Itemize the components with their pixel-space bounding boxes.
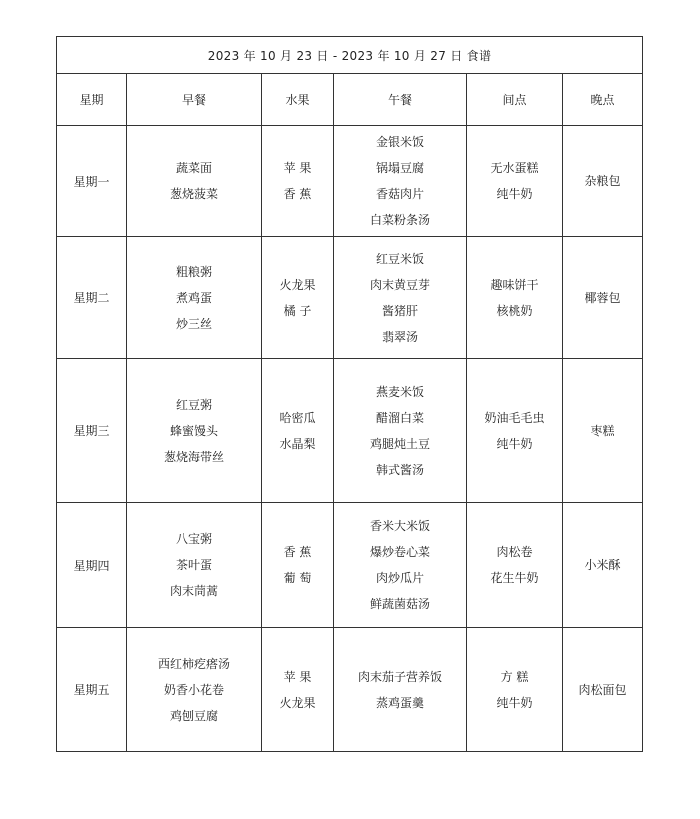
day-cell: 星期二 [57,237,127,359]
menu-item: 哈密瓜 [279,410,316,425]
menu-item: 水晶梨 [279,436,316,451]
menu-item: 火龙果 [279,695,316,710]
menu-item: 八宝粥 [175,532,212,546]
menu-item: 醋溜白菜 [375,410,424,425]
menu-item: 肉末黄豆芽 [369,277,430,292]
table-row [57,126,643,237]
menu-item: 翡翠汤 [381,329,418,344]
table-row [57,628,643,752]
lunch-cell [334,126,467,237]
header-fruit: 水果 [262,74,334,126]
menu-item: 煮鸡蛋 [175,290,212,305]
day-cell: 星期一 [57,126,127,237]
menu-table [56,36,643,752]
day-cell: 星期三 [57,359,127,503]
menu-item: 红豆粥 [175,397,212,412]
menu-item: 炒三丝 [175,316,212,331]
snack-cell [467,503,563,628]
menu-item: 核桃奶 [496,303,533,318]
menu-item: 红豆米饭 [375,251,424,266]
table-row [57,237,643,359]
menu-item: 粗粮粥 [175,264,212,279]
menu-item: 肉末茄子营养饭 [357,669,442,684]
fruit-cell [262,359,334,503]
menu-item: 肉炒瓜片 [375,571,424,585]
title-row [57,37,643,74]
header-breakfast: 早餐 [127,74,262,126]
dinner-cell [563,503,643,628]
menu-item: 爆炒卷心菜 [369,545,430,559]
menu-item: 小米酥 [584,558,621,572]
menu-title: 2023 年 10 月 23 日 - 2023 年 10 月 27 日 食谱 [57,37,643,74]
header-snack: 间点 [467,74,563,126]
table-row [57,359,643,503]
menu-item: 杂粮包 [584,174,621,188]
menu-item: 韩式酱汤 [375,462,424,477]
fruit-cell [262,628,334,752]
snack-cell [467,237,563,359]
menu-item: 蜂蜜馒头 [169,423,218,438]
menu-item: 香 蕉 [283,545,312,559]
dinner-cell [563,237,643,359]
menu-item: 奶香小花卷 [163,682,224,697]
menu-item: 香米大米饭 [369,519,430,533]
menu-item: 鸡腿炖土豆 [369,436,430,451]
menu-item: 葱烧菠菜 [169,187,218,201]
table-row [57,503,643,628]
menu-item: 纯牛奶 [496,695,533,710]
menu-item: 鲜蔬菌菇汤 [369,597,430,611]
lunch-cell [334,628,467,752]
menu-item: 方 糕 [500,669,529,684]
menu-item: 橘 子 [283,303,312,318]
header-row [57,74,643,126]
menu-item: 椰蓉包 [584,290,621,305]
menu-item: 枣糕 [590,423,615,438]
breakfast-cell [127,628,262,752]
header-lunch: 午餐 [334,74,467,126]
menu-item: 鸡刨豆腐 [169,708,218,723]
menu-item: 肉末茼蒿 [169,584,218,598]
snack-cell [467,628,563,752]
menu-item: 蒸鸡蛋羹 [375,695,424,710]
day-cell: 星期四 [57,503,127,628]
lunch-cell [334,359,467,503]
menu-item: 无水蛋糕 [490,161,539,175]
menu-item: 奶油毛毛虫 [484,410,545,425]
menu-item: 肉松面包 [578,682,627,697]
header-day: 星期 [57,74,127,126]
dinner-cell [563,628,643,752]
breakfast-cell [127,237,262,359]
menu-item: 白菜粉条汤 [369,213,430,227]
menu-item: 燕麦米饭 [375,384,424,399]
fruit-cell [262,126,334,237]
menu-item: 葡 萄 [283,571,312,585]
menu-item: 茶叶蛋 [175,558,212,572]
menu-item: 火龙果 [279,277,316,292]
fruit-cell [262,237,334,359]
snack-cell [467,126,563,237]
menu-item: 花生牛奶 [490,571,539,585]
breakfast-cell [127,126,262,237]
menu-item: 趣味饼干 [490,277,539,292]
dinner-cell [563,359,643,503]
lunch-cell [334,237,467,359]
menu-item: 酱猪肝 [381,303,418,318]
menu-item: 葱烧海带丝 [163,449,224,464]
day-cell: 星期五 [57,628,127,752]
fruit-cell [262,503,334,628]
breakfast-cell [127,503,262,628]
menu-item: 纯牛奶 [496,187,533,201]
header-dinner: 晚点 [563,74,643,126]
menu-item: 蔬菜面 [175,161,212,175]
menu-item: 纯牛奶 [496,436,533,451]
menu-item: 苹 果 [283,669,312,684]
menu-item: 苹 果 [283,161,312,175]
breakfast-cell [127,359,262,503]
menu-item: 香菇肉片 [375,187,424,201]
menu-item: 香 蕉 [283,187,312,201]
menu-item: 西红柿疙瘩汤 [157,656,230,671]
menu-item: 肉松卷 [496,545,533,559]
dinner-cell [563,126,643,237]
lunch-cell [334,503,467,628]
menu-item: 金银米饭 [375,135,424,149]
snack-cell [467,359,563,503]
menu-item: 锅塌豆腐 [375,161,424,175]
